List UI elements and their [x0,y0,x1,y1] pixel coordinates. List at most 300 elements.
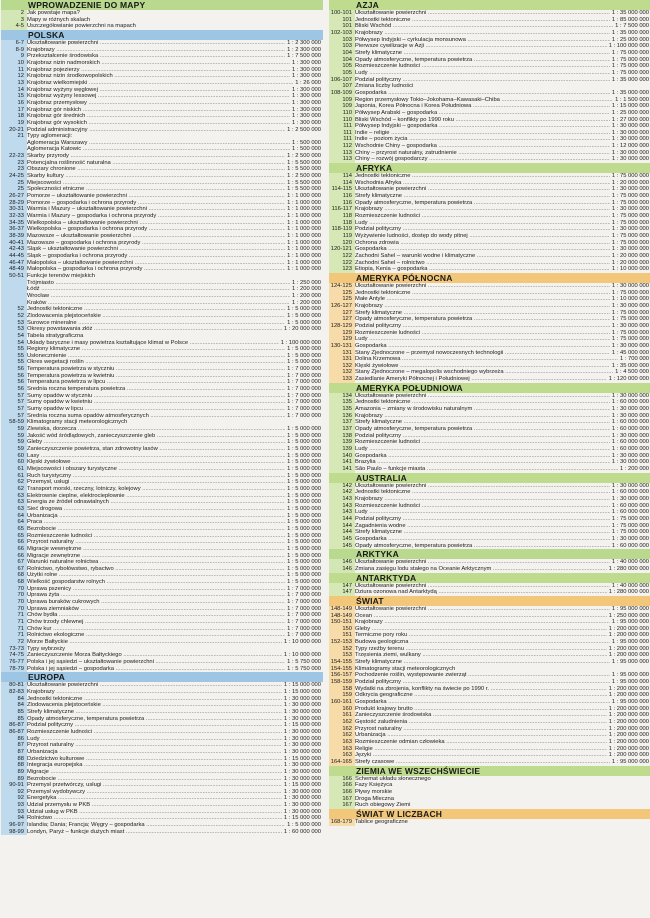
toc-entry[interactable] [1,646,323,653]
toc-entry[interactable] [329,330,650,337]
toc-entry[interactable] [1,399,323,406]
toc-entry[interactable] [329,752,650,759]
toc-entry[interactable] [1,340,323,347]
toc-entry[interactable] [1,246,323,253]
toc-entry[interactable] [329,253,650,260]
toc-entry[interactable] [1,100,323,107]
map-scale: 1 : 30 000 000 [283,735,321,742]
page-number: 133 [329,376,355,383]
page-number: 63 [1,506,27,513]
map-scale: 1 : 250 000 [291,279,321,286]
toc-entry[interactable] [329,536,650,543]
toc-entry[interactable] [1,173,323,180]
entry-title: Pomorze – gospodarka i ochrona przyrody ..... [27,200,285,207]
toc-entry[interactable] [329,802,650,809]
toc-entry[interactable] [1,180,323,187]
map-scale: 1 : 5 000 000 [287,539,321,546]
page-number: 148-149 [329,613,355,620]
toc-entry[interactable] [1,559,323,566]
map-scale: 1 : 5 000 000 [287,472,321,479]
toc-entry[interactable] [329,70,650,77]
toc-entry[interactable] [329,726,650,733]
toc-entry[interactable] [329,739,650,746]
toc-entry[interactable] [1,93,323,100]
toc-entry[interactable] [1,506,323,513]
toc-entry[interactable] [1,795,323,802]
toc-entry[interactable] [1,253,323,260]
toc-entry[interactable] [1,166,323,173]
toc-entry[interactable] [329,399,650,406]
toc-entry[interactable] [1,213,323,220]
toc-entry[interactable] [1,160,323,167]
toc-entry[interactable] [329,529,650,536]
toc-entry[interactable] [329,759,650,766]
toc-entry[interactable] [1,486,323,493]
toc-entry[interactable] [329,523,650,530]
toc-entry[interactable] [329,226,650,233]
toc-entry[interactable] [1,762,323,769]
map-scale: 1 : 60 000 000 [611,489,649,496]
toc-entry[interactable] [1,439,323,446]
entry-title: Ukształtowanie powierzchni ..... [355,10,610,17]
toc-entry[interactable] [329,90,650,97]
toc-entry[interactable] [1,366,323,373]
toc-entry[interactable] [1,722,323,729]
toc-entry[interactable] [329,426,650,433]
toc-entry[interactable] [1,742,323,749]
page-number: 38-39 [1,233,27,240]
toc-entry[interactable] [1,639,323,646]
page-number: 88 [1,762,27,769]
toc-entry[interactable] [329,732,650,739]
toc-entry[interactable] [1,333,323,340]
toc-entry[interactable] [329,606,650,613]
toc-entry[interactable] [1,193,323,200]
toc-entry[interactable] [329,296,650,303]
toc-entry[interactable] [329,639,650,646]
toc-entry[interactable] [1,233,323,240]
toc-entry[interactable] [1,153,323,160]
toc-entry[interactable] [1,306,323,313]
toc-entry[interactable] [329,646,650,653]
toc-entry[interactable] [1,533,323,540]
toc-entry[interactable] [1,659,323,666]
toc-entry[interactable] [1,499,323,506]
map-scale: 1 : 7 000 000 [287,412,321,419]
toc-entry[interactable] [329,17,650,24]
toc-entry[interactable] [329,200,650,207]
toc-entry[interactable] [1,433,323,440]
toc-entry[interactable] [1,666,323,673]
toc-entry[interactable] [329,613,650,620]
page-number: 73-73 [1,646,27,653]
toc-entry[interactable] [329,619,650,626]
toc-entry[interactable] [329,213,650,220]
toc-entry[interactable] [1,419,323,426]
toc-entry[interactable] [1,479,323,486]
page-number: 76-77 [1,659,27,666]
map-scale: 1 : 1 500 000 [615,96,649,103]
toc-entry[interactable] [329,260,650,267]
toc-entry[interactable] [329,686,650,693]
toc-entry[interactable] [329,63,650,70]
toc-entry[interactable] [329,43,650,50]
toc-entry[interactable] [329,776,650,783]
toc-entry[interactable] [329,77,650,84]
entry-title: Morze Bałtyckie ..... [27,639,282,646]
entry-title: Podział polityczny ..... [27,722,282,729]
toc-entry[interactable] [329,123,650,130]
toc-entry[interactable] [329,746,650,753]
toc-entry[interactable] [329,23,650,30]
entry-title: Okres wegetacji roślin ..... [27,359,285,366]
toc-entry[interactable] [1,626,323,633]
toc-entry[interactable] [1,260,323,267]
toc-entry[interactable] [329,323,650,330]
toc-entry[interactable] [329,206,650,213]
toc-entry[interactable] [1,10,323,17]
toc-entry[interactable] [329,632,650,639]
toc-entry[interactable] [1,406,323,413]
toc-entry[interactable] [1,73,323,80]
map-scale: 1 : 27 000 000 [611,116,649,123]
toc-entry[interactable] [1,606,323,613]
toc-entry[interactable] [329,439,650,446]
toc-entry[interactable] [1,266,323,273]
entry-title: Półwysep Indyjski – cyrkulacja monsunowa ..... [355,37,610,44]
toc-entry[interactable] [1,80,323,87]
toc-entry[interactable] [1,220,323,227]
toc-entry[interactable] [329,37,650,44]
toc-entry[interactable] [1,359,323,366]
page-number: 168-179 [329,819,355,826]
toc-entry[interactable] [1,586,323,593]
entry-title: Rolnictwo ekologiczne ..... [27,632,285,639]
entry-title: Gleby ..... [27,439,285,446]
toc-entry[interactable] [1,815,323,822]
toc-entry[interactable] [329,173,650,180]
toc-entry[interactable] [329,336,650,343]
toc-entry[interactable] [1,47,323,54]
toc-entry[interactable] [1,426,323,433]
entry-title: Zanieczyszczenie środowiska ..... [355,712,607,719]
toc-entry[interactable] [329,652,650,659]
entry-title: Droga Mleczna [355,795,394,802]
toc-entry[interactable] [329,706,650,713]
toc-entry[interactable] [329,376,650,383]
toc-entry[interactable] [329,466,650,473]
entry-title: Wielkość gospodarstw rolnych ..... [27,579,285,586]
toc-entry[interactable] [1,473,323,480]
toc-entry[interactable] [1,353,323,360]
toc-entry[interactable] [329,266,650,273]
toc-entry[interactable] [1,87,323,94]
toc-entry[interactable] [1,802,323,809]
toc-entry[interactable] [1,716,323,723]
toc-entry[interactable] [329,819,650,826]
toc-entry[interactable] [1,206,323,213]
toc-entry[interactable] [1,286,323,293]
toc-entry[interactable] [1,113,323,120]
toc-entry[interactable] [1,689,323,696]
toc-entry[interactable] [1,133,323,140]
toc-entry[interactable] [329,356,650,363]
section-heading: AUSTRALIA [329,473,650,483]
toc-entry[interactable] [329,369,650,376]
page-number: 104 [329,57,355,64]
toc-entry[interactable] [329,233,650,240]
toc-entry[interactable] [1,709,323,716]
toc-entry[interactable] [329,453,650,460]
toc-entry[interactable] [1,326,323,333]
map-scale: 1 : 10 000 000 [283,652,321,659]
map-scale: 1 : 15 000 000 [283,682,321,689]
entry-title: Indie – poziom życia ..... [355,136,610,143]
toc-entry[interactable] [329,626,650,633]
map-scale: 1 : 5 000 000 [287,512,321,519]
toc-entry[interactable] [329,343,650,350]
toc-entry[interactable] [329,483,650,490]
toc-entry[interactable] [1,729,323,736]
toc-entry[interactable] [329,97,650,104]
page-number: 19 [1,120,27,127]
toc-entry[interactable] [329,316,650,323]
page-number: 151 [329,632,355,639]
toc-entry[interactable] [1,546,323,553]
page-number: 162 [329,726,355,733]
toc-entry[interactable] [329,110,650,117]
entry-title: Temperatura powietrza w kwietniu ..... [27,373,285,380]
entry-title: Klimatogramy stacji meteorologicznych [27,419,128,426]
toc-entry[interactable] [1,320,323,327]
toc-entry[interactable] [1,186,323,193]
toc-entry[interactable] [329,30,650,37]
toc-entry[interactable] [1,466,323,473]
toc-entry[interactable] [1,696,323,703]
toc-entry[interactable] [1,652,323,659]
page-number: 128-129 [329,323,355,330]
toc-entry[interactable] [329,103,650,110]
toc-entry[interactable] [329,583,650,590]
toc-entry[interactable] [329,303,650,310]
map-scale: 1 : 15 000 000 [611,103,649,110]
toc-entry[interactable] [329,363,650,370]
toc-entry[interactable] [1,140,323,147]
toc-entry[interactable] [329,193,650,200]
toc-entry[interactable] [1,240,323,247]
toc-entry[interactable] [1,513,323,520]
toc-entry[interactable] [329,180,650,187]
toc-entry[interactable] [329,666,650,673]
page-number: 22-23 [1,153,27,160]
toc-entry[interactable] [329,516,650,523]
entry-title: Bliski Wschód – konflikty po 1990 roku ..... [355,117,610,124]
toc-entry[interactable] [1,413,323,420]
map-scale: 1 : 200 000 000 [608,712,649,719]
toc-entry[interactable] [1,393,323,400]
entry-title: Zachodni Sahel – rolnictwo ..... [355,260,610,267]
toc-entry[interactable] [1,127,323,134]
toc-entry[interactable] [329,712,650,719]
toc-entry[interactable] [1,789,323,796]
toc-entry[interactable] [1,446,323,453]
toc-entry[interactable] [329,719,650,726]
map-scale: 1 : 7 000 000 [287,379,321,386]
toc-entry[interactable] [1,386,323,393]
toc-entry[interactable] [329,117,650,124]
map-scale: 1 : 30 000 000 [611,432,649,439]
toc-entry[interactable] [1,120,323,127]
toc-entry[interactable] [329,240,650,247]
toc-entry[interactable] [329,136,650,143]
toc-entry[interactable] [1,822,323,829]
page-number: 62 [1,486,27,493]
toc-entry[interactable] [329,310,650,317]
page-number: 92 [1,789,27,796]
toc-entry[interactable] [329,433,650,440]
toc-entry[interactable] [1,776,323,783]
toc-entry[interactable] [329,246,650,253]
toc-entry[interactable] [1,566,323,573]
toc-entry[interactable] [329,496,650,503]
toc-entry[interactable] [1,579,323,586]
page-number: 135 [329,406,355,413]
toc-entry[interactable] [329,419,650,426]
toc-entry[interactable] [1,682,323,689]
map-scale: 1 : 40 000 000 [611,582,649,589]
toc-entry[interactable] [329,503,650,510]
page-number: 11 [1,67,27,74]
toc-entry[interactable] [329,220,650,227]
toc-entry[interactable] [1,493,323,500]
toc-entry[interactable] [1,599,323,606]
entry-title: Transport morski, rzeczny, lotniczy, kolejowy ..... [27,486,285,493]
toc-entry[interactable] [1,632,323,639]
toc-entry[interactable] [1,612,323,619]
toc-entry[interactable] [329,509,650,516]
toc-entry[interactable] [329,489,650,496]
toc-entry[interactable] [329,290,650,297]
toc-entry[interactable] [1,60,323,67]
toc-entry[interactable] [1,539,323,546]
toc-entry[interactable] [329,672,650,679]
toc-entry[interactable] [329,50,650,57]
toc-entry[interactable] [329,130,650,137]
toc-entry[interactable] [1,280,323,287]
toc-entry[interactable] [1,23,323,30]
map-scale: 1 : 5 000 000 [287,552,321,559]
toc-entry[interactable] [1,769,323,776]
toc-entry[interactable] [1,273,323,280]
toc-entry[interactable] [1,293,323,300]
toc-entry[interactable] [1,373,323,380]
entry-title: Opady atmosferyczne, temperatura powietrza ..... [355,543,610,550]
toc-entry[interactable] [329,10,650,17]
toc-entry[interactable] [329,659,650,666]
toc-entry[interactable] [329,186,650,193]
toc-entry[interactable] [329,393,650,400]
toc-entry[interactable] [1,346,323,353]
entry-title: Średnia roczna temperatura powietrza ..... [27,386,285,393]
map-scale: 1 : 5 000 000 [287,352,321,359]
toc-entry[interactable] [1,829,323,836]
toc-entry[interactable] [1,40,323,47]
toc-entry[interactable] [1,756,323,763]
map-scale: 1 : 200 000 000 [608,652,649,659]
toc-entry[interactable] [1,459,323,466]
toc-entry[interactable] [1,146,323,153]
page-number: 125 [329,296,355,303]
entry-title: Krajobraz gór wysokich ..... [27,120,290,127]
page-number [1,140,27,147]
toc-entry[interactable] [1,519,323,526]
toc-entry[interactable] [1,226,323,233]
toc-entry[interactable] [329,782,650,789]
toc-entry[interactable] [329,459,650,466]
toc-entry[interactable] [329,566,650,573]
toc-entry[interactable] [1,67,323,74]
toc-entry[interactable] [329,692,650,699]
toc-entry[interactable] [1,553,323,560]
toc-entry[interactable] [1,809,323,816]
toc-entry[interactable] [329,446,650,453]
toc-entry[interactable] [329,559,650,566]
map-scale: 1 : 200 000 000 [608,738,649,745]
entry-title: Miejscowości ..... [27,180,285,187]
toc-entry[interactable] [1,782,323,789]
toc-entry[interactable] [329,543,650,550]
entry-title: Rozmieszczenie ludności ..... [355,503,610,510]
toc-entry[interactable] [1,619,323,626]
toc-entry[interactable] [329,83,650,90]
toc-entry[interactable] [329,350,650,357]
toc-entry[interactable] [329,796,650,803]
entry-title: Zanieczyszczenie Morza Bałtyckiego ..... [27,652,282,659]
toc-entry[interactable] [1,572,323,579]
toc-entry[interactable] [1,313,323,320]
toc-entry[interactable] [1,453,323,460]
entry-title: Chów bydła ..... [27,612,285,619]
toc-entry[interactable] [329,143,650,150]
toc-entry[interactable] [329,679,650,686]
toc-entry[interactable] [329,789,650,796]
map-scale: 1 : 30 000 000 [283,708,321,715]
toc-entry[interactable] [329,150,650,157]
toc-entry[interactable] [1,702,323,709]
map-scale: 1 : 85 000 000 [611,16,649,23]
toc-entry[interactable] [329,699,650,706]
toc-entry[interactable] [1,300,323,307]
toc-entry[interactable] [1,592,323,599]
toc-entry[interactable] [329,589,650,596]
toc-entry[interactable] [1,379,323,386]
entry-title: Strefy czasowe ..... [355,759,610,766]
toc-entry[interactable] [1,17,323,24]
toc-entry[interactable] [329,413,650,420]
toc-entry[interactable] [1,749,323,756]
toc-entry[interactable] [329,406,650,413]
page-number: 16 [1,100,27,107]
toc-entry[interactable] [329,283,650,290]
toc-entry[interactable] [1,736,323,743]
toc-entry[interactable] [1,53,323,60]
toc-entry[interactable] [1,107,323,114]
toc-entry[interactable] [1,200,323,207]
section-ziemia [329,766,650,809]
toc-entry[interactable] [1,526,323,533]
toc-entry[interactable] [329,156,650,163]
toc-entry[interactable] [329,57,650,64]
